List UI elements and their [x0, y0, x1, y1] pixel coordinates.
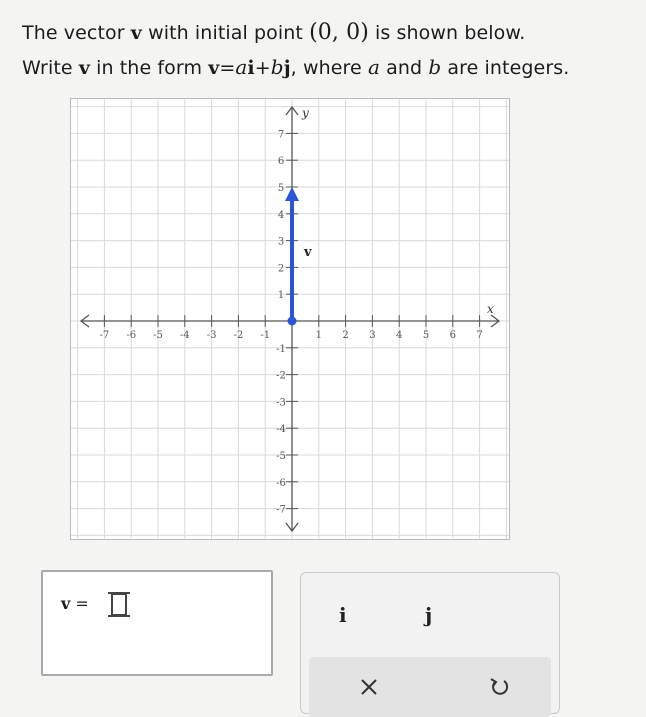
x-tick-label: -7 [99, 330, 110, 341]
vector-initial-point [288, 317, 297, 326]
key-i-button[interactable]: i [339, 603, 347, 627]
graph-canvas [71, 99, 509, 539]
x-tick-label: -5 [153, 330, 163, 341]
x-tick-label: 7 [476, 330, 483, 341]
answer-label: v = [61, 594, 89, 613]
key-j-button[interactable]: j [425, 603, 433, 627]
answer-input-box[interactable] [41, 570, 273, 676]
initial-point: (0, 0) [309, 20, 369, 45]
y-tick-label: 3 [277, 236, 285, 248]
x-tick-label: 1 [315, 330, 322, 341]
y-tick-label: 5 [277, 183, 285, 194]
y-tick-label: 6 [277, 156, 285, 168]
x-tick-label: 4 [396, 330, 403, 341]
x-axis-label: x [487, 302, 494, 316]
y-tick-label: -5 [276, 451, 286, 462]
question-text [22, 16, 632, 85]
y-tick-label: -7 [276, 504, 286, 516]
vector-label: v [304, 245, 312, 260]
math-keypad [300, 572, 560, 714]
x-tick-label: -4 [179, 330, 190, 341]
vector [285, 187, 299, 326]
coordinate-graph [70, 98, 510, 540]
x-tick-label: 3 [369, 330, 376, 341]
y-tick-label: -6 [276, 477, 286, 489]
undo-button[interactable] [485, 673, 513, 701]
x-tick-label: 6 [449, 330, 456, 341]
y-tick-label: 7 [277, 129, 285, 141]
y-tick-label: 2 [277, 263, 285, 275]
clear-button[interactable] [355, 673, 383, 701]
x-tick-label: -3 [206, 330, 217, 341]
y-tick-label: 1 [277, 290, 285, 302]
y-tick-label: 4 [277, 209, 285, 221]
undo-icon [485, 673, 513, 701]
x-tick-label: -6 [126, 330, 137, 341]
x-icon [355, 673, 383, 701]
answer-input-slot[interactable] [111, 593, 127, 616]
y-tick-label: -2 [276, 370, 286, 382]
vector-arrowhead [285, 187, 299, 201]
x-tick-label: 2 [342, 330, 349, 341]
x-tick-label: 5 [422, 330, 430, 341]
x-tick-label: -1 [260, 330, 271, 341]
question-line-1: The vector v with initial point (0, 0) is shown below. [22, 20, 526, 45]
x-tick-label: -2 [233, 330, 244, 341]
y-axis-label: y [302, 106, 309, 120]
y-tick-label: -4 [276, 424, 286, 436]
y-tick-label: -1 [276, 343, 286, 355]
y-tick-label: -3 [276, 397, 286, 409]
vector-symbol: v [130, 22, 142, 44]
question-line-2: Write v in the form v=ai+bj, where a and b are integers. [22, 55, 570, 79]
vector-form: v=ai+bj [208, 55, 291, 79]
keypad-action-bar [309, 657, 551, 717]
